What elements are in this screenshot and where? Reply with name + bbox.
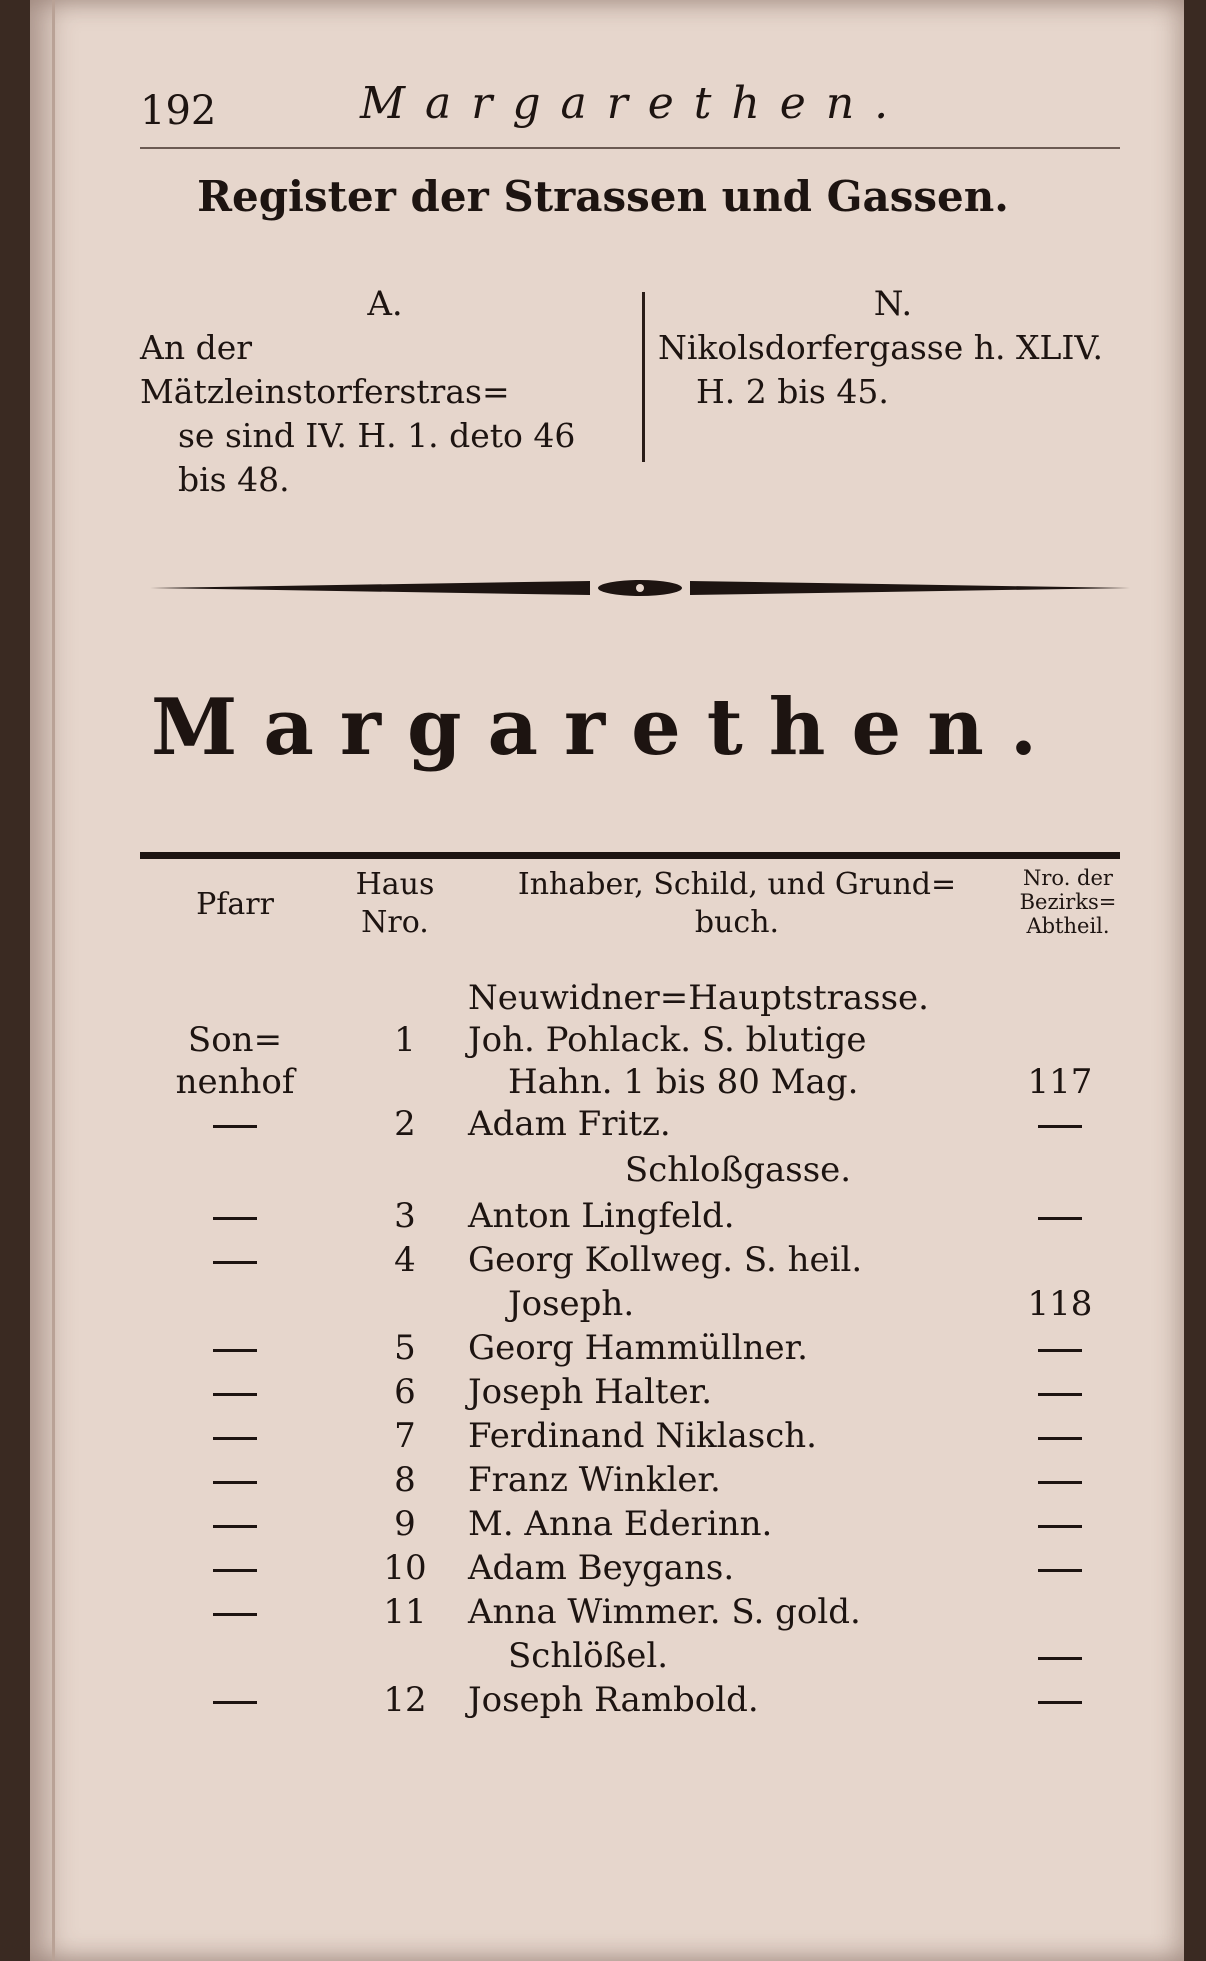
nro-dash <box>1010 1104 1110 1144</box>
section-title: Margarethen. <box>150 682 1063 773</box>
haus-cell: 4 <box>394 1240 416 1280</box>
name-cell: Hahn. 1 bis 80 Mag. <box>508 1062 859 1102</box>
name-cell: Anna Wimmer. S. gold. <box>468 1592 861 1632</box>
name-cell: Schlößel. <box>508 1636 669 1676</box>
name-cell: Adam Fritz. <box>468 1104 671 1144</box>
haus-cell: 8 <box>394 1460 416 1500</box>
street-name: Neuwidner=Hauptstrasse. <box>468 978 929 1018</box>
pfarr-dash <box>150 1104 320 1144</box>
haus-cell: 9 <box>394 1504 416 1544</box>
pfarr-dash <box>150 1592 320 1632</box>
table-row <box>30 1240 1184 1284</box>
register-letter-n: N. <box>873 284 913 324</box>
header-haus <box>330 866 460 942</box>
table-row <box>30 1636 1184 1680</box>
nro-dash <box>1010 1504 1110 1544</box>
pfarr-dash <box>150 1548 320 1588</box>
register-column-n <box>658 282 1128 414</box>
nro-cell: 118 <box>1027 1284 1093 1324</box>
register-n-line1: Nikolsdorfergasse h. XLIV. <box>658 328 1103 367</box>
haus-cell: 10 <box>383 1548 427 1588</box>
pfarr-cell: Son= <box>187 1020 283 1060</box>
name-cell: Joseph Rambold. <box>468 1680 759 1720</box>
header-inhaber-line1: Inhaber, Schild, und Grund= <box>517 867 957 902</box>
header-nro-line1: Nro. der <box>1023 866 1113 890</box>
street-heading <box>30 1150 1184 1194</box>
book-page <box>30 0 1184 1961</box>
table-row <box>30 1548 1184 1592</box>
header-nro-line3: Abtheil. <box>1026 914 1110 938</box>
register-a-line1: An der Mätzleinstorferstras= <box>140 328 510 411</box>
header-inhaber-line2: buch. <box>694 905 780 940</box>
table-row <box>30 1020 1184 1064</box>
running-title: Margarethen. <box>360 78 909 129</box>
table-row <box>30 1328 1184 1372</box>
pfarr-dash <box>150 1416 320 1456</box>
nro-dash <box>1010 1636 1110 1676</box>
haus-cell: 11 <box>383 1592 427 1632</box>
register-title: Register der Strassen und Gassen. <box>197 172 1009 221</box>
register-n-line2: H. 2 bis 45. <box>696 372 889 411</box>
table-row <box>30 1284 1184 1328</box>
header-haus-line2: Nro. <box>361 905 429 940</box>
haus-cell: 2 <box>394 1104 416 1144</box>
street-heading <box>30 978 1184 1022</box>
haus-cell: 7 <box>394 1416 416 1456</box>
pfarr-dash <box>150 1196 320 1236</box>
register-a-line2: se sind IV. H. 1. deto 46 <box>178 416 576 455</box>
table-row <box>30 1372 1184 1416</box>
name-cell: Georg Hammüllner. <box>468 1328 808 1368</box>
table-row <box>30 1460 1184 1504</box>
name-cell: Georg Kollweg. S. heil. <box>468 1240 863 1280</box>
pfarr-dash <box>150 1372 320 1412</box>
nro-cell: 117 <box>1027 1062 1093 1102</box>
haus-cell: 3 <box>394 1196 416 1236</box>
register-divider <box>642 292 645 462</box>
haus-cell: 6 <box>394 1372 416 1412</box>
nro-dash <box>1010 1460 1110 1500</box>
name-cell: Ferdinand Niklasch. <box>468 1416 817 1456</box>
register-column-a <box>140 282 630 502</box>
table-row <box>30 1062 1184 1106</box>
pfarr-dash <box>150 1680 320 1720</box>
header-rule <box>140 147 1120 149</box>
table-row <box>30 1504 1184 1548</box>
table-row <box>30 1592 1184 1636</box>
header-inhaber <box>462 866 1012 942</box>
name-cell: M. Anna Ederinn. <box>468 1504 773 1544</box>
haus-cell: 12 <box>383 1680 427 1720</box>
nro-dash <box>1010 1416 1110 1456</box>
pfarr-dash <box>150 1240 320 1280</box>
header-nro-line2: Bezirks= <box>1019 890 1117 914</box>
table-row <box>30 1416 1184 1460</box>
table-row <box>30 1104 1184 1148</box>
register-letter-a: A. <box>367 284 403 324</box>
name-cell: Adam Beygans. <box>468 1548 735 1588</box>
name-cell: Franz Winkler. <box>468 1460 721 1500</box>
name-cell: Joh. Pohlack. S. blutige <box>468 1020 867 1060</box>
header-pfarr: Pfarr <box>196 887 274 922</box>
table-row <box>30 1196 1184 1240</box>
header-haus-line1: Haus <box>355 867 435 902</box>
pfarr-dash <box>150 1460 320 1500</box>
nro-dash <box>1010 1548 1110 1588</box>
haus-cell: 1 <box>394 1020 416 1060</box>
header-nro <box>1008 866 1128 938</box>
street-name: Schloßgasse. <box>624 1150 852 1190</box>
pfarr-cell: nenhof <box>175 1062 295 1102</box>
page-number: 192 <box>140 88 217 134</box>
table-top-rule <box>140 852 1120 859</box>
ornament-rule <box>150 570 1130 606</box>
nro-dash <box>1010 1328 1110 1368</box>
name-cell: Joseph Halter. <box>468 1372 713 1412</box>
pfarr-dash <box>150 1328 320 1368</box>
haus-cell: 5 <box>394 1328 416 1368</box>
nro-dash <box>1010 1372 1110 1412</box>
name-cell: Joseph. <box>508 1284 635 1324</box>
name-cell: Anton Lingfeld. <box>468 1196 735 1236</box>
nro-dash <box>1010 1680 1110 1720</box>
register-a-line3: bis 48. <box>178 460 290 499</box>
table-row <box>30 1680 1184 1724</box>
nro-dash <box>1010 1196 1110 1236</box>
pfarr-dash <box>150 1504 320 1544</box>
